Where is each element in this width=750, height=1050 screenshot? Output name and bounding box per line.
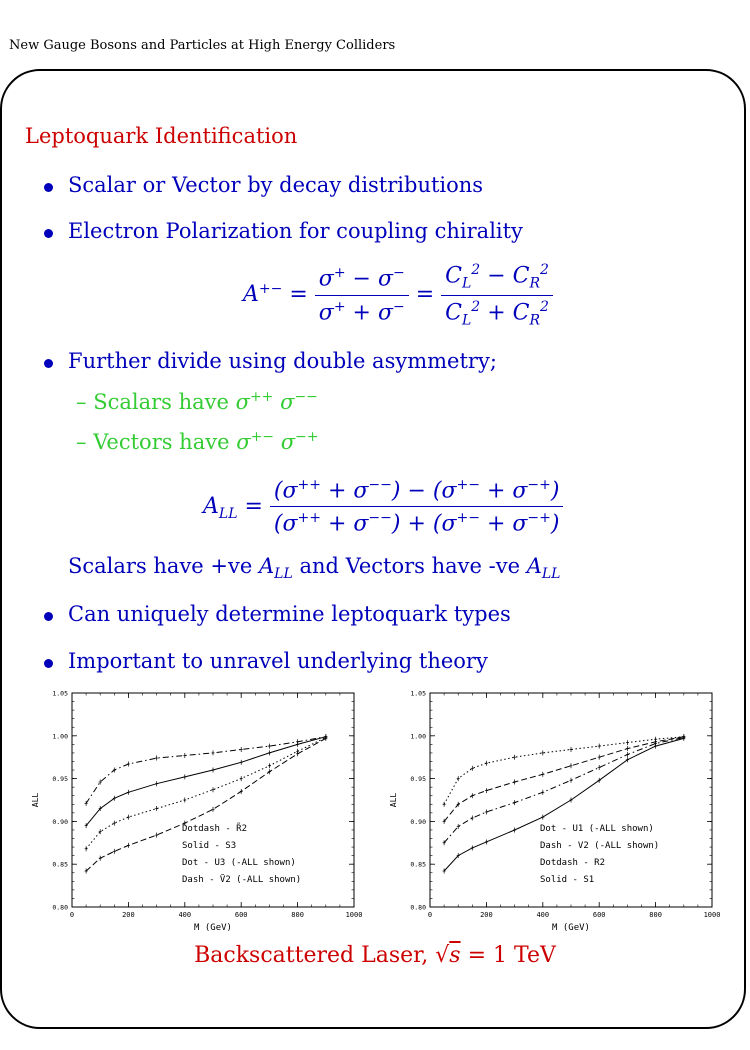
y-tick-label: 1.05	[410, 689, 426, 698]
double-asymmetry-equation: $A_{LL}$ = $\frac{(\sigma^{++} + \sigma^{--}) - (\sigma^{+-} + \sigma^{-+})}{(\sigma^{++} + \sigma^{--}) + (\sigma^{+-} + \sigma^{-+})}$	[203, 477, 563, 537]
slide-title: Leptoquark Identification	[25, 124, 298, 148]
x-tick-label: 1000	[345, 911, 363, 919]
asymmetry-plot-left	[20, 686, 370, 936]
legend-entry: Dash - Ṽ2 (-ALL shown)	[182, 875, 302, 885]
legend-entry: Dotdash - R2	[540, 858, 606, 868]
asymmetry-plot-right	[378, 686, 728, 936]
y-tick-label: 1.00	[52, 732, 68, 741]
legend-entry: Dash - V2 (-ALL shown)	[540, 841, 660, 851]
series-line	[86, 737, 326, 826]
x-tick-label: 400	[178, 911, 192, 919]
bullet-text: Further divide using double asymmetry;	[68, 349, 497, 373]
scalars-vectors-statement: Scalars have +ve $A_{LL}$ and Vectors have -ve $A_{LL}$	[68, 554, 561, 583]
bullet-dot-icon	[44, 612, 53, 621]
x-tick-label: 200	[122, 911, 135, 919]
sub-item-scalars: – Scalars have σ++ σ−−	[76, 389, 318, 414]
x-tick-label: 200	[480, 911, 493, 919]
x-axis-label: M (GeV)	[552, 923, 590, 933]
series-line	[86, 738, 326, 871]
x-axis-label: M (GeV)	[194, 923, 232, 933]
figure-caption: Backscattered Laser, √s = 1 TeV	[194, 943, 556, 968]
bullet-text: Important to unravel underlying theory	[68, 649, 488, 673]
bullet-dot-icon	[44, 659, 53, 668]
x-tick-label: 1000	[703, 911, 721, 919]
x-tick-label: 800	[649, 911, 662, 919]
x-tick-label: 800	[291, 911, 304, 919]
bullet-dot-icon	[44, 229, 53, 238]
legend-entry: Dotdash - R̃2	[182, 824, 248, 834]
asymmetry-equation: A+− = $\frac{\sigma^+ - \sigma^-}{\sigma^+ + \sigma^-}$ = $\frac{C_L^2 - C_R^2}{C_L^2 + C_R^2}$	[243, 262, 553, 328]
y-axis-label: ALL	[31, 792, 40, 808]
y-tick-label: 0.85	[410, 860, 426, 869]
x-tick-label: 600	[592, 911, 606, 919]
caption-energy: = 1 TeV	[467, 943, 556, 968]
statement-part-b: and Vectors have -ve	[299, 554, 520, 578]
legend-entry: Dot - U1 (-ALL shown)	[540, 824, 654, 834]
y-tick-label: 0.85	[52, 860, 68, 869]
sub-item-text: Scalars have	[93, 390, 229, 414]
legend-entry: Dot - U3 (-ALL shown)	[182, 858, 296, 868]
legend-entry: Solid - S3	[182, 841, 237, 851]
y-tick-label: 0.80	[410, 903, 426, 912]
x-tick-label: 600	[234, 911, 248, 919]
statement-part-a: Scalars have +ve	[68, 554, 253, 578]
y-tick-label: 0.90	[52, 817, 68, 826]
bullet-text: Can uniquely determine leptoquark types	[68, 602, 511, 626]
y-tick-label: 1.05	[52, 689, 68, 698]
y-tick-label: 0.80	[52, 903, 68, 912]
page-header: New Gauge Bosons and Particles at High Energy Colliders	[9, 38, 396, 53]
y-tick-label: 0.95	[410, 775, 426, 784]
x-tick-label: 0	[69, 911, 75, 919]
y-tick-label: 1.00	[410, 732, 426, 741]
x-tick-label: 400	[536, 911, 550, 919]
y-tick-label: 0.95	[52, 775, 68, 784]
bullet-dot-icon	[44, 359, 53, 368]
sub-item-vectors: – Vectors have σ+− σ−+	[76, 429, 319, 454]
series-line	[444, 738, 684, 871]
sub-item-text: Vectors have	[93, 430, 230, 454]
x-tick-label: 0	[427, 911, 433, 919]
series-line	[444, 737, 684, 805]
legend-entry: Solid - S1	[540, 875, 595, 885]
bullet-text: Scalar or Vector by decay distributions	[68, 173, 484, 197]
bullet-dot-icon	[44, 183, 53, 192]
bullet-text: Electron Polarization for coupling chirality	[68, 219, 523, 243]
y-tick-label: 0.90	[410, 817, 426, 826]
caption-text: Backscattered Laser,	[194, 943, 429, 968]
y-axis-label: ALL	[389, 792, 398, 808]
